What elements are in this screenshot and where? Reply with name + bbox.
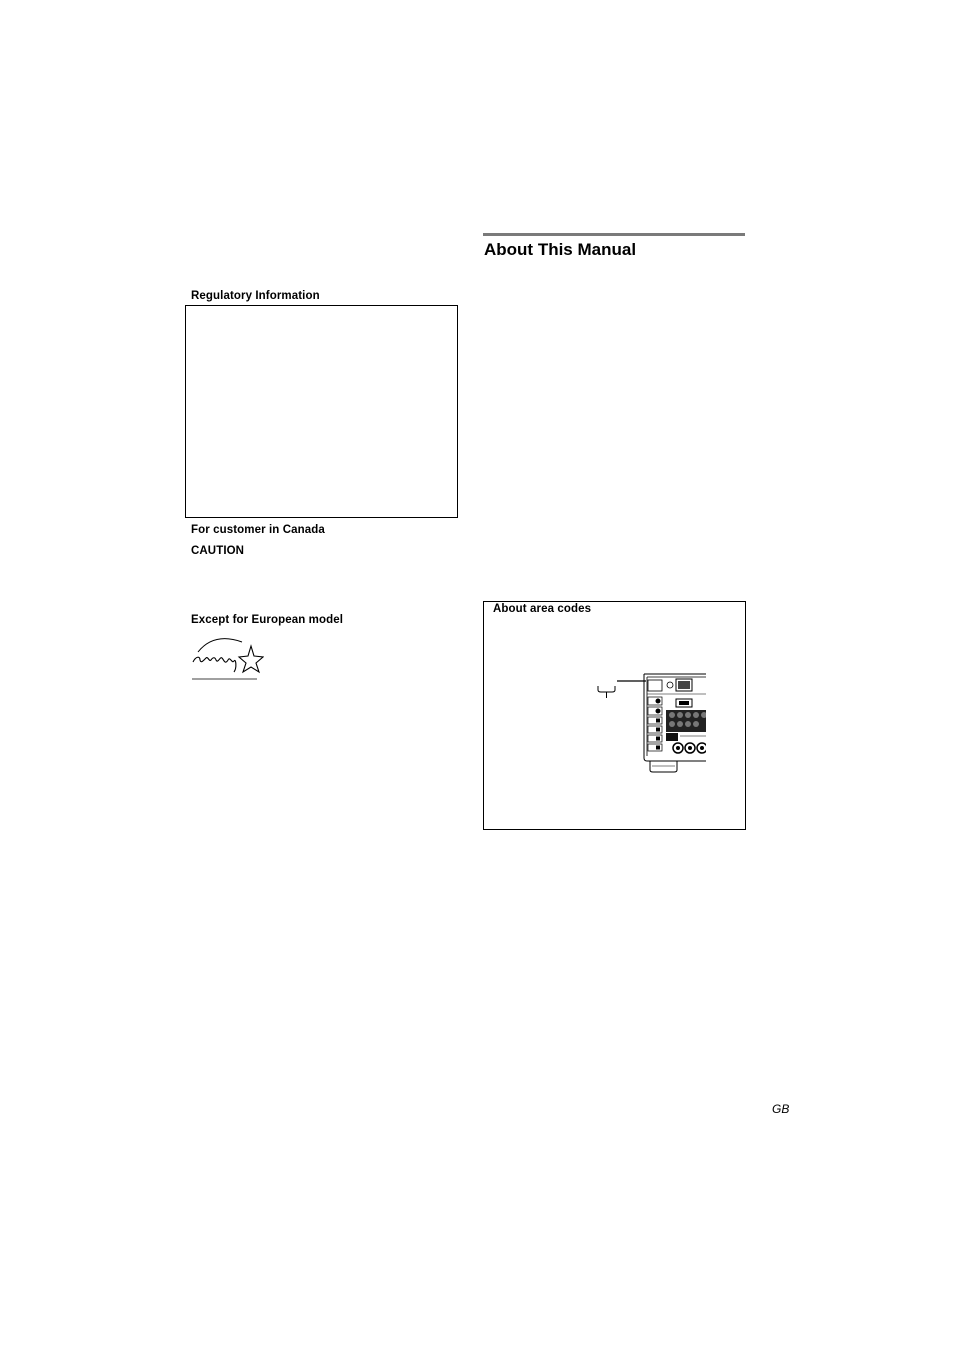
except-european-model-heading: Except for European model <box>191 614 344 626</box>
regulatory-information-heading: Regulatory Information <box>191 290 320 302</box>
page-title: About This Manual <box>484 240 637 259</box>
energy-star-icon <box>190 634 264 682</box>
title-rule <box>483 233 745 236</box>
area-codes-heading: About area codes <box>493 603 592 615</box>
caution-heading: CAUTION <box>191 545 245 557</box>
regulatory-information-box <box>185 305 458 518</box>
canada-heading: For customer in Canada <box>191 524 325 536</box>
page-language-code: GB <box>772 1102 790 1116</box>
rear-panel-icon <box>594 672 706 776</box>
